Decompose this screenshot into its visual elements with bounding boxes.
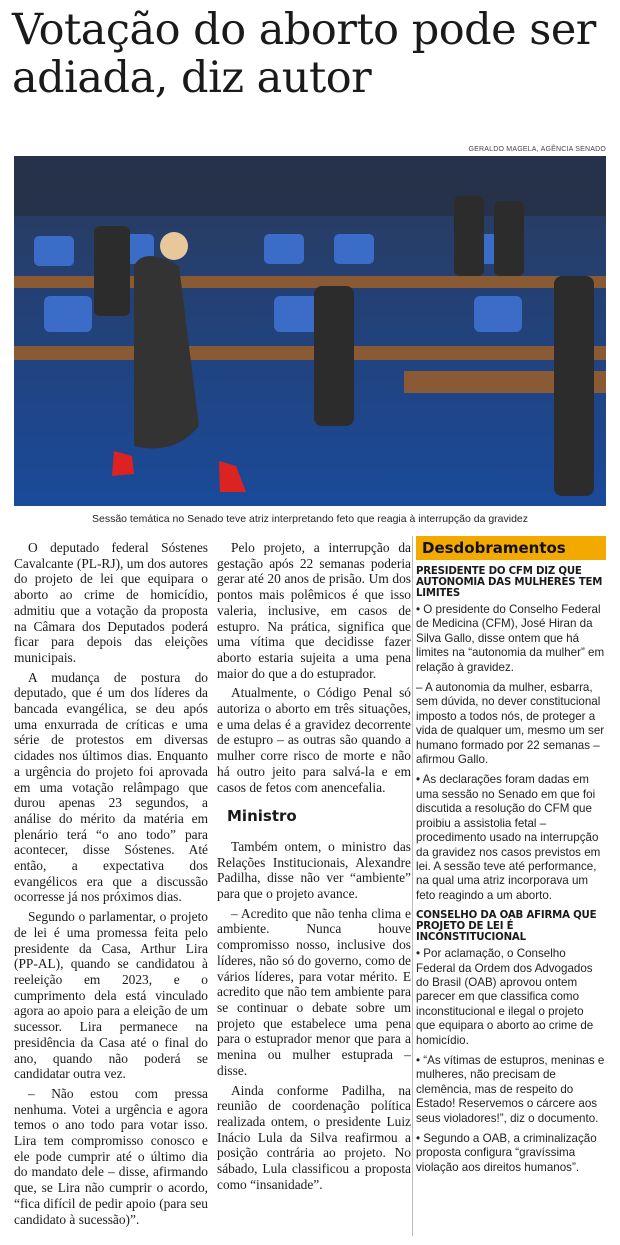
subheading-ministro: Ministro xyxy=(227,807,297,826)
paragraph: Pelo projeto, a interrupção da gestação após 22 semanas poderia gerar até 20 anos de prisão. Um dos pontos mais polêmicos é que isso valeria, inclusive, em casos de estupro. Na prática, significa que uma vítima que decidisse fazer aborto estaria sujeita a uma pena maior do que a do estuprador. xyxy=(217,540,411,681)
paragraph: Segundo o parlamentar, o projeto de lei é uma promessa feita pelo presidente da Casa, Arthur Lira (PP-AL), quando se candidatou à reeleição em 2023, e o cumprimento dela está vinculado agora ao apoio para a eleição de um sucessor. Lira permanece na presidência da Casa até o final do ano, quando não poderá se candidatar outra vez. xyxy=(14,909,208,1082)
paragraph: A mudança de postura do deputado, que é um dos líderes da bancada evangélica, se deu após uma enxurrada de críticas e uma série de protestos em diversas cidades nos últimos dias. Enquanto a urgência do projeto foi aprovada em uma votação relâmpago que durou apenas 23 segundos, a análise do mérito da matéria em plenário terá “o ano todo” para acontecer, disse Sóstenes. Até então, a expectativa dos evangélicos era que a discussão ocorresse já nos próximos dias. xyxy=(14,669,208,905)
sidebar-section xyxy=(416,603,606,903)
photo-credit: GERALDO MAGELA, AGÊNCIA SENADO xyxy=(468,146,606,153)
paragraph: – Acredito que não tenha clima e ambiente. Nunca houve compromisso nosso, inclusive dos líderes, não só do governo, como de vários líderes, para votar mérito. E acredito que não tem ambiente para se continuar o debate sobre um projeto que estabelece uma pena para o estuprador menor que para a menina ou mulher estuprada – disse. xyxy=(217,905,411,1078)
headline: Votação do aborto pode ser adiada, diz autor xyxy=(12,5,596,103)
photo-caption: Sessão temática no Senado teve atriz interpretando feto que reagia à interrupção da gravidez xyxy=(91,513,529,525)
sidebar-item: • O presidente do Conselho Federal de Medicina (CFM), José Hiran da Silva Gallo, disse ontem que há limites na “autonomia da mulher” em relação à gravidez. xyxy=(416,603,605,674)
column-divider xyxy=(412,536,413,1236)
sidebar-section xyxy=(416,947,606,1175)
paragraph: Também ontem, o ministro das Relações Institucionais, Alexandre Padilha, disse não ver “ambiente” para que o projeto avance. xyxy=(217,838,411,902)
sidebar-item: • Segundo a OAB, a criminalização proposta configura “gravíssima violação aos direitos humanos”. xyxy=(416,1132,597,1174)
article-column-2 xyxy=(217,540,411,1196)
sidebar-desdobramentos xyxy=(416,536,606,1182)
senate-session-photo xyxy=(14,156,606,506)
sidebar-item: – A autonomia da mulher, esbarra, sem dúvida, no dever constitucional imposto a todos nós, de proteger a vida de qualquer um, mesmo um ser humano formado por 22 semanas – afirmou Gallo. xyxy=(416,681,605,767)
sidebar-item: • As declarações foram dadas em uma sessão no Senado em que foi discutida a resolução do CFM que proibiu a assistolia fetal – procedimento usado na interrupção da gravidez nos casos previstos em lei. A sessão teve até performance, na qual uma atriz incorporava um feto reagindo a um aborto. xyxy=(416,773,601,902)
paragraph: Ainda conforme Padilha, na reunião de coordenação política realizada ontem, o presidente Luiz Inácio Lula da Silva reafirmou a posição contrária ao projeto. No sábado, Lula classificou a proposta como “insanidade”. xyxy=(217,1082,411,1192)
paragraph: Atualmente, o Código Penal só autoriza o aborto em três situações, e uma delas é a gravidez decorrente de estupro – as outras são quando a mulher corre risco de morte e não há outro jeito para salvá-la e em casos de fetos com anencefalia. xyxy=(217,685,411,795)
photo-illustration xyxy=(14,156,606,506)
paragraph: – Não estou com pressa nenhuma. Votei a urgência e agora temos o ano todo para votar isso. Lira tem compromisso conosco e ele pode cumprir até o último dia do mandato dele – disse, afirmando que, se Lira não cumprir o acordo, “fica difícil de pedir apoio (para seu candidato à sucessão)”. xyxy=(14,1085,208,1227)
sidebar-heading: PRESIDENTE DO CFM DIZ QUE AUTONOMIA DAS MULHERES TEM LIMITES xyxy=(416,566,603,599)
sidebar-heading: CONSELHO DA OAB AFIRMA QUE PROJETO DE LEI É INCONSTITUCIONAL xyxy=(416,910,597,944)
article-column-1 xyxy=(14,540,208,1231)
paragraph: O deputado federal Sóstenes Cavalcante (PL-RJ), um dos autores do projeto de lei que equipara o aborto ao crime de homicídio, admitiu que a votação da proposta na Câmara dos Deputados poderá ficar para depois das eleições municipais. xyxy=(14,540,208,665)
sidebar-item: • Por aclamação, o Conselho Federal da Ordem dos Advogados do Brasil (OAB) aprovou ontem parecer em que classifica como inconstitucional e ilegal o projeto que equipara o aborto ao crime de homicídio. xyxy=(416,947,594,1047)
sidebar-title: Desdobramentos xyxy=(416,536,606,560)
sidebar-item: • “As vítimas de estupros, meninas e mulheres, não precisam de clemência, mas de respeito do Estado! Reservemos o cárcere aos seus violadores!”, diz o documento. xyxy=(416,1053,605,1125)
